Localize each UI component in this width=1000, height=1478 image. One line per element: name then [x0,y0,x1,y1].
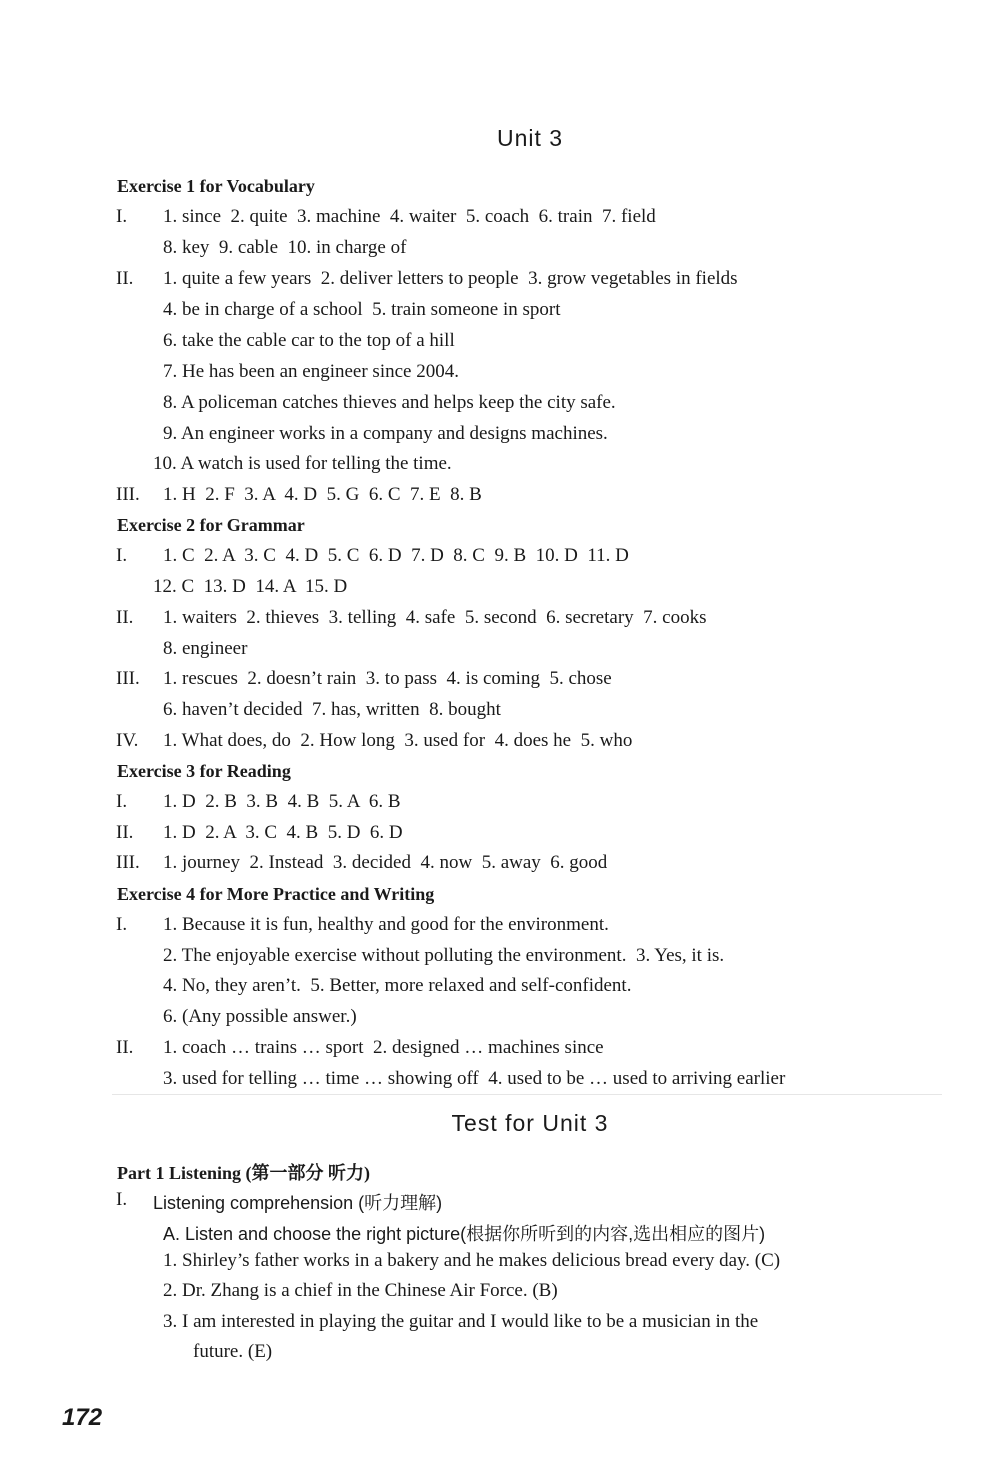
test-title: Test for Unit 3 [451,1110,609,1136]
answer-line: 3. used for telling … time … showing off 4. used to be … used to arriving earlier [163,1068,786,1089]
answer-line: 8. A policeman catches thieves and helps keep the city safe. [163,392,616,413]
exercise-1-heading: Exercise 1 for Vocabulary [117,176,315,196]
answer-line: 1. waiters 2. thieves 3. telling 4. safe 5. second 6. secretary 7. cooks [163,607,707,628]
test-item: 1. Shirley’s father works in a bakery and he makes delicious bread every day. (C) [163,1250,781,1271]
section-label: II. [116,268,134,289]
section-label: III. [116,852,140,873]
test-item: 2. Dr. Zhang is a chief in the Chinese Air Force. (B) [163,1280,558,1301]
section-label: III. [116,668,140,689]
answer-line: 4. No, they aren’t. 5. Better, more relaxed and self-confident. [163,975,632,996]
unit-title: Unit 3 [496,125,564,151]
section-label: I. [116,791,128,812]
answer-line: 4. be in charge of a school 5. train someone in sport [163,299,561,320]
answer-line: 10. A watch is used for telling the time. [153,453,452,474]
section-label: I. [116,545,128,566]
answer-line: 1. What does, do 2. How long 3. used for 4. does he 5. who [163,730,633,751]
answer-line: 1. rescues 2. doesn’t rain 3. to pass 4. is coming 5. chose [163,668,612,689]
answer-line: 12. C 13. D 14. A 15. D [153,576,348,597]
answer-line: 8. engineer [163,638,248,659]
test-item: 3. I am interested in playing the guitar and I would like to be a musician in the [163,1311,759,1332]
section-label: IV. [116,730,139,751]
answer-line: 6. (Any possible answer.) [163,1006,357,1027]
answer-line: 1. coach … trains … sport 2. designed … machines since [163,1037,604,1058]
answer-line: 1. Because it is fun, healthy and good for the environment. [163,914,609,935]
answer-line: 2. The enjoyable exercise without polluting the environment. 3. Yes, it is. [163,945,725,966]
exercise-3-heading: Exercise 3 for Reading [117,761,291,781]
answer-line: 1. H 2. F 3. A 4. D 5. G 6. C 7. E 8. B [163,484,482,505]
answer-line: 6. take the cable car to the top of a hill [163,330,455,351]
answer-line: 9. An engineer works in a company and designs machines. [163,423,608,444]
answer-line: 1. quite a few years 2. deliver letters to people 3. grow vegetables in fields [163,268,738,289]
listening-comprehension-label: Listening comprehension (听力理解) [153,1193,443,1213]
section-label: I. [116,206,128,227]
exercise-2-heading: Exercise 2 for Grammar [117,515,305,535]
answer-line: 1. C 2. A 3. C 4. D 5. C 6. D 7. D 8. C 9. B 10. D 11. D [163,545,629,566]
listening-part-a-instruction: A. Listen and choose the right picture(根据你所听到的内容,选出相应的图片) [163,1224,766,1244]
section-divider [112,1094,942,1095]
part-1-heading: Part 1 Listening (第一部分 听力) [117,1163,370,1183]
answer-line: 8. key 9. cable 10. in charge of [163,237,407,258]
page-number: 172 [62,1404,103,1431]
answer-line: 1. D 2. A 3. C 4. B 5. D 6. D [163,822,403,843]
answer-line: 7. He has been an engineer since 2004. [163,361,459,382]
answer-line: 1. D 2. B 3. B 4. B 5. A 6. B [163,791,401,812]
section-label: III. [116,484,140,505]
exercise-4-heading: Exercise 4 for More Practice and Writing [117,884,435,904]
section-label: II. [116,822,134,843]
answer-line: 1. journey 2. Instead 3. decided 4. now 5. away 6. good [163,852,608,873]
answer-line: 1. since 2. quite 3. machine 4. waiter 5. coach 6. train 7. field [163,206,656,227]
section-label: I. [116,914,128,935]
test-item: future. (E) [193,1341,273,1362]
section-label: II. [116,1037,134,1058]
section-label: II. [116,607,134,628]
section-label: I. [116,1189,128,1210]
answer-line: 6. haven’t decided 7. has, written 8. bought [163,699,501,720]
